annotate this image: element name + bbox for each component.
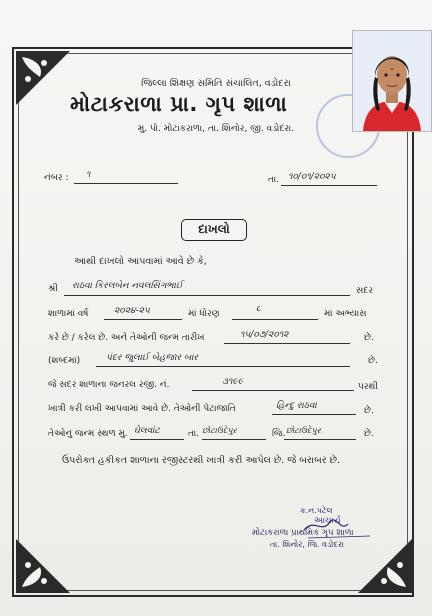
caste-label: ખાત્રી કરી લખી આપવામાં આવે છે. તેઓની પેટાજાતિ [48, 404, 236, 414]
district-value: છોટાઉદેપુર [286, 426, 321, 435]
signature-school: મોટાકરાળા પ્રાથમિક ગૃપ શાળા [252, 528, 354, 538]
caste-value: હિન્દુ રાઠવા [276, 401, 317, 411]
signature-place: તા. શિનોર, જિ. વડોદરા [270, 540, 344, 549]
caste-suffix: છે. [364, 406, 374, 416]
school-address: મુ. પો. મોટાકરાળા, તા. શિનોર, જી. વડોદરા. [137, 124, 295, 134]
name-line [64, 295, 350, 296]
taluka-line [202, 439, 266, 440]
number-line [74, 183, 178, 184]
year-value: ૨૦૨૪-૨૫ [114, 306, 150, 316]
school-title: મોટાકરાળા પ્રા. ગૃપ શાળા [70, 92, 288, 116]
corner-ornament-icon [14, 537, 72, 595]
words-suffix: છે. [368, 356, 378, 366]
dob-value: ૧૫/૦૭/૨૦૧૨ [240, 330, 289, 340]
district-label: જિ. [272, 429, 286, 439]
header-subtitle: જિલ્લા શિક્ષણ સમિતિ સંચાલિત, વડોદરા [141, 78, 291, 89]
std-label: માં ધોરણ [188, 309, 220, 319]
dob-label: કરે છે / કરેલ છે. અને તેઓની જન્મ તારીખ [48, 333, 205, 343]
birth-suffix: છે. [364, 429, 374, 439]
birth-place-label: તેઓનું જન્મ સ્થળ મુ. [48, 429, 128, 439]
name-prefix: શ્રી [48, 284, 58, 294]
student-photo [352, 30, 432, 132]
std-line [232, 319, 318, 320]
intro-text: આથી દાખલો આપવામાં આવે છે કે, [74, 256, 207, 267]
std-suffix: માં અભ્યાસ [324, 309, 367, 319]
words-label: (શબ્દમાં) [48, 356, 81, 366]
date-label: તા. [268, 175, 280, 185]
gr-suffix: પરથી [358, 382, 378, 392]
birth-village: ઘેલવાંટ [134, 426, 160, 436]
date-value: ૧૦/૦૧/૨૦૨૫ [288, 172, 336, 182]
number-label: નંબર : [44, 173, 69, 183]
name-suffix: સદર [356, 286, 373, 296]
dob-line [224, 343, 350, 344]
dob-in-words: પંદર જુલાઈ બેહજાર બાર [106, 353, 199, 363]
signature-role: આચાર્ય [314, 516, 341, 526]
taluka-label: તા. [188, 429, 200, 439]
words-line [96, 366, 350, 367]
student-portrait-icon [353, 31, 431, 131]
year-line [104, 319, 182, 320]
signature-initials: ક.ન.પટેલ [300, 506, 333, 515]
certificate-heading: દાખલો [181, 219, 247, 241]
gr-label: જે સદર શાળાના જનરલ રજી. નં. [48, 380, 170, 390]
birth-village-line [130, 439, 184, 440]
gr-value: ૩૧૯૯ [222, 377, 244, 387]
date-line [281, 185, 377, 186]
year-label: શાળામાં વર્ષ [48, 309, 89, 319]
principal-signature-stamp [252, 506, 384, 560]
student-name: રાઠવા કિરલબેન નવલસિંગભાઈ [72, 281, 183, 291]
std-value: ૮ [256, 304, 261, 314]
gr-line [192, 390, 354, 391]
number-value: ૧ [86, 170, 91, 180]
district-line [284, 439, 356, 440]
dob-suffix: છે. [364, 333, 374, 343]
taluka-value: છોટાઉદેપુર [202, 426, 237, 435]
closing-text: ઉપરોક્ત હકીકત શાળાના રજીસ્ટરથી ખાત્રી કરી આપેલ છે. જે બરાબર છે. [62, 455, 341, 466]
caste-line [272, 414, 356, 415]
